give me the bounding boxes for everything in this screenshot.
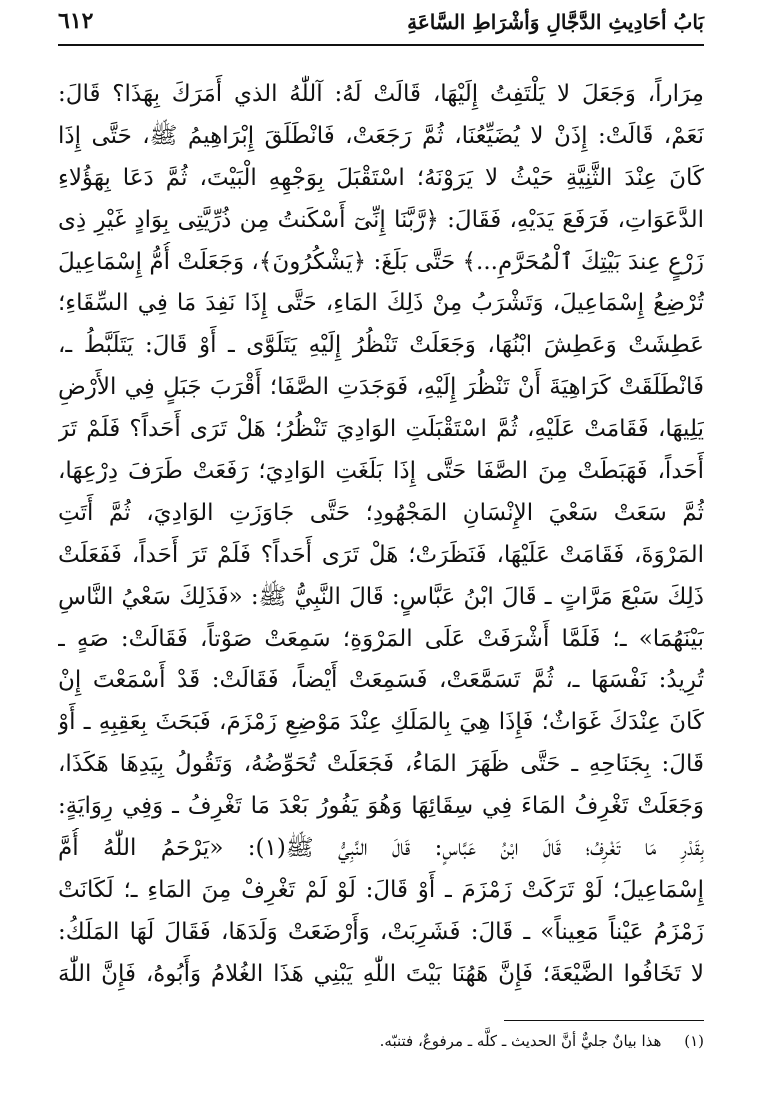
text-line: نَعَمْ، قَالَتْ: إِذَنْ لا يُضَيِّعُنَا، ثُمَّ رَجَعَتْ، فَانْطَلَقَ إِبْرَاهِيمُ ﷺ، حَتَّى إِذَا [58, 122, 704, 149]
text-line: كَانَ عِنْدَ الثَّنِيَّةِ حَيْثُ لا يَرَوْنَهُ؛ اسْتَقْبَلَ بِوَجْهِهِ الْبَيْتَ، ثُمَّ دَعَا بِهَؤُلاءِ [58, 164, 704, 191]
running-header [58, 6, 704, 46]
text-line: تُرْضِعُ إِسْمَاعِيلَ، وَتَشْرَبُ مِنْ ذَلِكَ المَاءِ، حَتَّى إِذَا نَفِدَ مَا فِي السِّقَاءِ؛ [58, 290, 704, 317]
footnote-divider [504, 1020, 704, 1021]
text-line: زَرْعٍ عِندَ بَيْتِكَ ٱلْمُحَرَّمِ...﴾ حَتَّى بَلَغَ: ﴿يَشْكُرُونَ﴾، وَجَعَلَتْ أُمُّ إِسْمَاعِيلَ [58, 248, 704, 275]
text-line: قَالَ: بِجَنَاحِهِ ـ حَتَّى ظَهَرَ المَاءُ، فَجَعَلَتْ تُحَوِّضُهُ، وَتَقُولُ بِيَدِهَا هَكَذَا، [58, 751, 704, 778]
text-line: الدَّعَوَاتِ، فَرَفَعَ يَدَيْهِ، فَقَالَ: ﴿رَّبَّنَا إِنِّىٓ أَسْكَنتُ مِن ذُرِّيَّتِى بِوَادٍ غَيْرِ ذِى [58, 206, 704, 233]
text-line: ذَلِكَ سَبْعَ مَرَّاتٍ ـ قَالَ ابْنُ عَبَّاسٍ: قَالَ النَّبِيُّ ﷺ: «فَذَلِكَ سَعْيُ النَّاسِ [58, 583, 704, 610]
text-line: عَطِشَتْ وَعَطِشَ ابْنُهَا، وَجَعَلَتْ تَنْظُرُ إِلَيْهِ يَتَلَوَّى ـ أَوْ قَالَ: يَتَلَبَّطُ ـ، [58, 332, 704, 359]
page-number: ٦١٢ [58, 8, 94, 34]
text-line: زَمْزَمُ عَيْناً مَعِيناً» ـ قَالَ: فَشَرِبَتْ، وَأَرْضَعَتْ وَلَدَهَا، فَقَالَ لَهَا المَلَكُ: [58, 918, 704, 945]
text-line: مِرَاراً، وَجَعَلَ لا يَلْتَفِتُ إِلَيْهَا، قَالَتْ لَهُ: آللّٰهُ الذي أَمَرَكَ بِهَذَا؟ قَالَ: [58, 81, 704, 107]
text-line: تُرِيدُ: نَفْسَهَا ـ، ثُمَّ تَسَمَّعَتْ، فَسَمِعَتْ أَيْضاً، فَقَالَتْ: قَدْ أَسْمَعْتَ إِنْ [58, 667, 704, 694]
text-line: المَرْوَةَ، فَقَامَتْ عَلَيْهَا، فَنَظَرَتْ؛ هَلْ تَرَى أَحَداً؟ فَلَمْ تَرَ أَحَداً، فَفَعَلَتْ [58, 541, 704, 568]
text-line: إِسْمَاعِيلَ؛ لَوْ تَرَكَتْ زَمْزَمَ ـ أَوْ قَالَ: لَوْ لَمْ تَغْرِفْ مِنَ المَاءِ ـ؛ لَكَانَتْ [58, 876, 704, 903]
text-line: فَانْطَلَقَتْ كَرَاهِيَةَ أَنْ تَنْظُرَ إِلَيْهِ، فَوَجَدَتِ الصَّفَا؛ أَقْرَبَ جَبَلٍ فِي الأَرْضِ [58, 374, 704, 401]
chapter-title: بَابُ أحَادِيثِ الدَّجَّالِ وَأشْرَاطِ السَّاعَةِ [407, 10, 704, 34]
text-line: كَانَ عِنْدَكَ غَوَاثٌ؛ فَإِذَا هِيَ بِالمَلَكِ عِنْدَ مَوْضِعِ زَمْزَمَ، فَبَحَثَ بِعَقِبِهِ ـ أَوْ [58, 709, 704, 736]
footnote-text: هذا بيانٌ جليٌّ أنَّ الحديث ـ كلَّه ـ مرفوعٌ، فتنبّه. [379, 1032, 662, 1050]
text-line: يَلِيهَا، فَقَامَتْ عَلَيْهِ، ثُمَّ اسْتَقْبَلَتِ الوَادِيَ تَنْظُرُ؛ هَلْ تَرَى أَحَداً؟ فَلَمْ تَرَ [58, 416, 704, 443]
text-line: بِقَدْرِ مَا تَغْرِفُ؛ قَالَ ابْنُ عَبَّاسٍ: قَالَ النَّبِيُّ ﷺ(١): «يَرْحَمُ اللّٰهُ أُمَّ [58, 835, 704, 862]
footnote-number: (١) [684, 1032, 704, 1050]
text-line: ثُمَّ سَعَتْ سَعْيَ الإِنْسَانِ المَجْهُودِ؛ حَتَّى جَاوَزَتِ الوَادِيَ، ثُمَّ أَتَتِ [58, 499, 704, 526]
text-line: لا تَخَافُوا الضَّيْعَةَ؛ فَإِنَّ هَهُنَا بَيْتَ اللّٰهِ يَبْنِي هَذَا الغُلامُ وَأَبُوهُ، فَإِنَّ اللّٰهَ [58, 960, 704, 987]
text-line: أَحَداً، فَهَبَطَتْ مِنَ الصَّفَا حَتَّى إِذَا بَلَغَتِ الوَادِيَ؛ رَفَعَتْ طَرَفَ دِرْعِهَا، [58, 458, 704, 485]
hadith-text [58, 74, 704, 996]
footnote [58, 1028, 704, 1054]
text-line: وَجَعَلَتْ تَغْرِفُ المَاءَ فِي سِقَائِهَا وَهُوَ يَفُورُ بَعْدَ مَا تَغْرِفُ ـ وَفِي رِوَايَةٍ: [58, 793, 704, 820]
text-line: بَيْنَهُمَا» ـ؛ فَلَمَّا أَشْرَفَتْ عَلَى المَرْوَةِ؛ سَمِعَتْ صَوْتاً، فَقَالَتْ: صَهٍ ـ [58, 625, 704, 652]
